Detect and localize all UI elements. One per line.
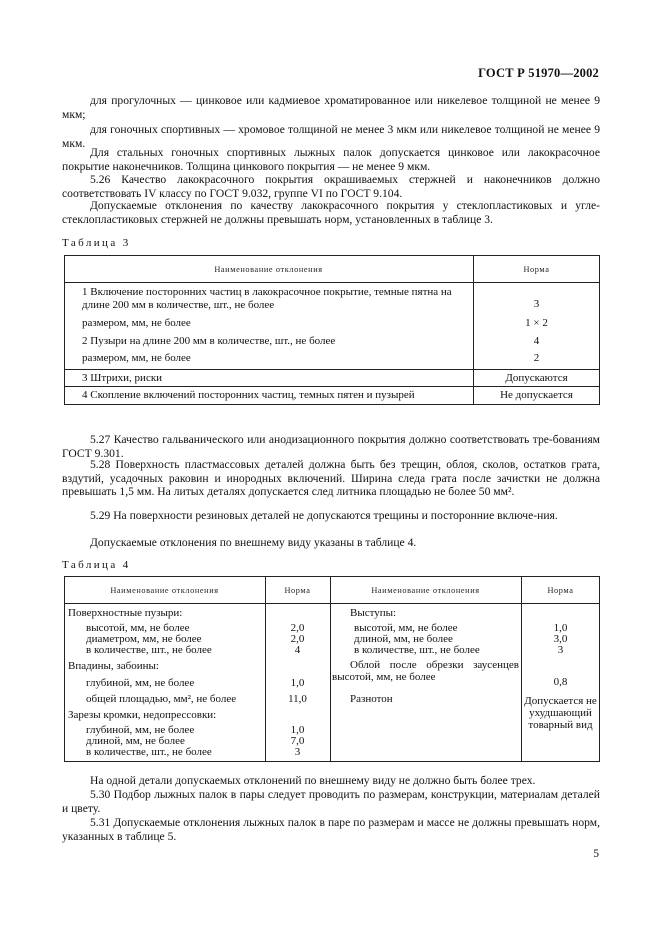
table-4-header-name-left: Наименование отклонения xyxy=(110,586,219,595)
table-4-item: длиной, мм, не более xyxy=(354,633,453,645)
table-4-item: в количестве, шт., не более xyxy=(86,746,212,758)
table-4-group-title: Впадины, забоины: xyxy=(68,660,159,672)
table-4-group-title: Разнотон xyxy=(350,693,393,705)
table-4-item: высотой, мм, не более xyxy=(354,622,458,634)
table-4-norms xyxy=(265,725,330,758)
table-4-norm: 0,8 xyxy=(553,676,568,688)
table-4-norms xyxy=(521,623,600,656)
table-3-row-norm: 3 xyxy=(533,298,540,310)
paragraph: для прогулочных — цинковое или кадмиевое хроматированное или никелевое толщиной не менее 9 мкм; xyxy=(62,94,600,121)
table-3-row-name: 3 Штрихи, риски xyxy=(82,372,163,384)
table-3-row-norm: 4 xyxy=(533,335,540,347)
table-4-group-title: Поверхностные пузыри: xyxy=(68,607,183,619)
table-4-norm: 4 xyxy=(294,644,301,656)
paragraph-5-26: 5.26 Качество лакокрасочного покрытия окрашиваемых стержней и наконечников должно соответствовать IV классу по ГОСТ 9.032, группе VI по ГОСТ 9.104. xyxy=(62,173,600,200)
table-4-group-title: Облой после обрезки заусенцев высотой, мм, не более xyxy=(332,659,519,683)
table-4-norm: 1,0 xyxy=(290,677,305,689)
table-4-norm: 3 xyxy=(294,746,301,758)
table-4-item: глубиной, мм, не более xyxy=(86,677,195,689)
paragraph-5-31: 5.31 Допускаемые отклонения лыжных палок в паре по размерам и массе не должны превышать норм, указанных в таблице 5. xyxy=(62,816,600,843)
table-3-header-norm: Норма xyxy=(523,265,550,274)
table-3-row-name: 1 Включение посторонних частиц в лакокрасочное покрытие, темные пятна на длине 200 мм в количестве, шт., не более xyxy=(82,286,452,311)
table-4-norm: 2,0 xyxy=(290,622,305,634)
table-4-items xyxy=(86,725,212,758)
table-3-caption: Таблица 3 xyxy=(62,237,131,249)
page-number: 5 xyxy=(593,848,599,860)
table-4-caption: Таблица 4 xyxy=(62,559,131,571)
paragraph: Допускаемые отклонения по внешнему виду указаны в таблице 4. xyxy=(90,536,417,549)
table-3 xyxy=(64,255,600,405)
table-4-items xyxy=(86,623,212,656)
paragraph: Допускаемые отклонения по качеству лакокрасочного покрытия у стеклопластиковых и угле-стеклопластиковых стержней не должны превышать норм, установленных в таблице 3. xyxy=(62,199,600,226)
paragraph: На одной детали допускаемых отклонений по внешнему виду не должно быть более трех. xyxy=(90,774,536,787)
table-4-items xyxy=(354,623,480,656)
table-4-norm: 3,0 xyxy=(553,633,568,645)
table-3-header-name: Наименование отклонения xyxy=(214,265,323,274)
table-4-item: в количестве, шт., не более xyxy=(86,644,212,656)
table-3-row-name: 4 Скопление включений посторонних частиц, темных пятен и пузырей xyxy=(82,389,415,401)
table-4-item: длиной, мм, не более xyxy=(86,735,185,747)
table-3-row-norm: 2 xyxy=(533,352,540,364)
table-4-norm: 11,0 xyxy=(288,693,307,705)
table-3-row-norm: Допускаются xyxy=(505,372,568,384)
table-4-norm: 7,0 xyxy=(290,735,305,747)
doc-code-header: ГОСТ Р 51970—2002 xyxy=(478,66,599,80)
paragraph-5-30: 5.30 Подбор лыжных палок в пары следует проводить по размерам, конструкции, материалам деталей и цвету. xyxy=(62,788,600,815)
table-4-group-title: Выступы: xyxy=(350,607,397,619)
table-4-norm: 3 xyxy=(557,644,564,656)
table-4-item: общей площадью, мм², не более xyxy=(86,693,237,705)
table-3-row-norm: Не допускается xyxy=(500,389,573,401)
table-3-row-name: размером, мм, не более xyxy=(82,352,191,364)
table-4-group-title: Зарезы кромки, недопрессовки: xyxy=(68,709,217,721)
paragraph-5-27: 5.27 Качество гальванического или анодизационного покрытия должно соответствовать тре-бованиям ГОСТ 9.301. xyxy=(62,433,600,460)
paragraph-5-28: 5.28 Поверхность пластмассовых деталей должна быть без трещин, облоя, сколов, остатков грата, вздутий, усадочных раковин и инородных включений. Ширина следа грата после зачистки не должна превышать 1,5 мм. На литых деталях допускается след литника площадью не более 50 мм². xyxy=(62,458,600,498)
table-3-row-norm: 1 × 2 xyxy=(525,317,548,329)
table-4-norm: 1,0 xyxy=(290,724,305,736)
table-4-norms xyxy=(265,623,330,656)
paragraph: для гоночных спортивных — хромовое толщиной не менее 3 мкм или никелевое толщиной не менее 9 мкм. xyxy=(62,123,600,150)
table-4-norm: Допускается не ухудшающий товарный вид xyxy=(524,695,597,731)
table-4-item: глубиной, мм, не более xyxy=(86,724,195,736)
table-4-norm: 2,0 xyxy=(290,633,305,645)
table-4-header-name-right: Наименование отклонения xyxy=(371,586,480,595)
table-4-item: высотой, мм, не более xyxy=(86,622,190,634)
table-3-row-name: 2 Пузыри на длине 200 мм в количестве, шт., не более xyxy=(82,335,336,347)
table-3-row-name: размером, мм, не более xyxy=(82,317,191,329)
paragraph: Для стальных гоночных спортивных лыжных палок допускается цинковое или лакокрасочное покрытие наконечников. Толщина цинкового покрытия — не менее 9 мкм. xyxy=(62,146,600,173)
table-4-norm: 1,0 xyxy=(553,622,568,634)
table-4-item: диаметром, мм, не более xyxy=(86,633,202,645)
paragraph-5-29: 5.29 На поверхности резиновых деталей не допускаются трещины и посторонние включе-ния. xyxy=(90,509,558,522)
table-4-header-norm-right: Норма xyxy=(547,586,574,595)
table-4 xyxy=(64,576,600,762)
table-4-item: в количестве, шт., не более xyxy=(354,644,480,656)
table-4-header-norm-left: Норма xyxy=(284,586,311,595)
